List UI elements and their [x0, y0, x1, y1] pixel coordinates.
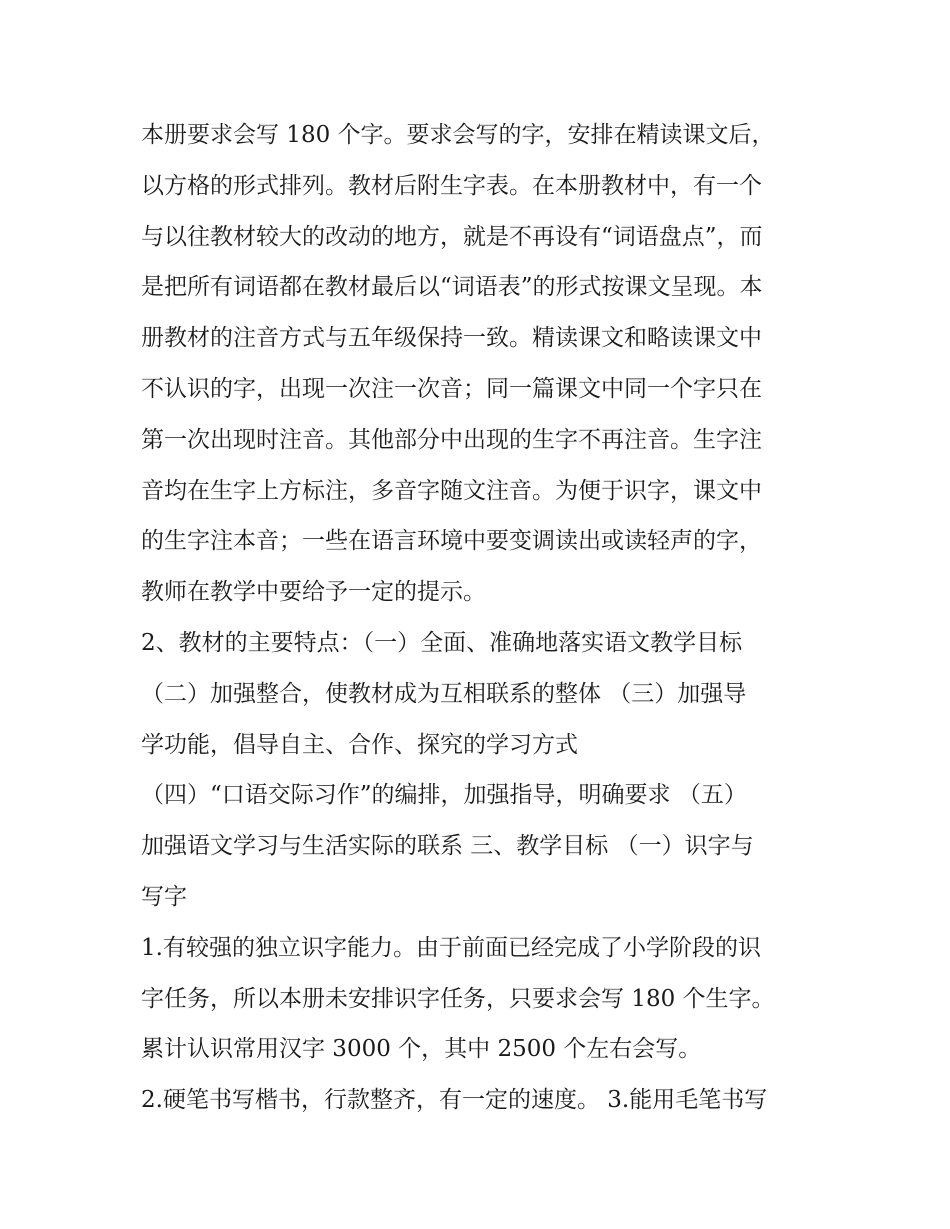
- text-line-18: 字任务，所以本册未安排识字任务，只要求会写 180 个生字。: [141, 985, 775, 1012]
- text-line-9: 的生字注本音；一些在语言环境中要变调读出或读轻声的字，: [141, 528, 762, 555]
- text-line-17: 1.有较强的独立识字能力。由于前面已经完成了小学阶段的识: [141, 934, 761, 961]
- text-line-15: 加强语文学习与生活实际的联系 三、教学目标 （一）识字与: [141, 833, 754, 860]
- text-line-7: 第一次出现时注音。其他部分中出现的生字不再注音。生字注: [141, 426, 762, 453]
- text-line-10: 教师在教学中要给予一定的提示。: [141, 579, 486, 606]
- text-line-16: 写字: [141, 883, 187, 910]
- text-line-3: 与以往教材较大的改动的地方，就是不再设有“词语盘点”，而: [141, 223, 763, 250]
- text-line-4: 是把所有词语都在教材最后以“词语表”的形式按课文呈现。本: [141, 274, 763, 301]
- text-line-20: 2.硬笔书写楷书，行款整齐，有一定的速度。 3.能用毛笔书写: [141, 1087, 768, 1114]
- document-page: [141, 110, 821, 1126]
- text-line-5: 册教材的注音方式与五年级保持一致。精读课文和略读课文中: [141, 325, 762, 352]
- text-line-1: 本册要求会写 180 个字。要求会写的字，安排在精读课文后，: [141, 122, 775, 148]
- text-line-2: 以方格的形式排列。教材后附生字表。在本册教材中，有一个: [141, 172, 762, 199]
- text-line-11: 2、教材的主要特点：（一）全面、准确地落实语文教学目标: [141, 629, 743, 656]
- text-line-12: （二）加强整合，使教材成为互相联系的整体 （三）加强导: [141, 680, 747, 707]
- text-line-8: 音均在生字上方标注，多音字随文注音。为便于识字，课文中: [141, 477, 762, 504]
- text-line-14: （四）“口语交际习作”的编排，加强指导，明确要求 （五）: [141, 782, 747, 809]
- text-line-6: 不认识的字，出现一次注一次音；同一篇课文中同一个字只在: [141, 375, 762, 402]
- text-line-13: 学功能，倡导自主、合作、探究的学习方式: [141, 731, 578, 758]
- text-line-19: 累计认识常用汉字 3000 个，其中 2500 个左右会写。: [141, 1036, 702, 1063]
